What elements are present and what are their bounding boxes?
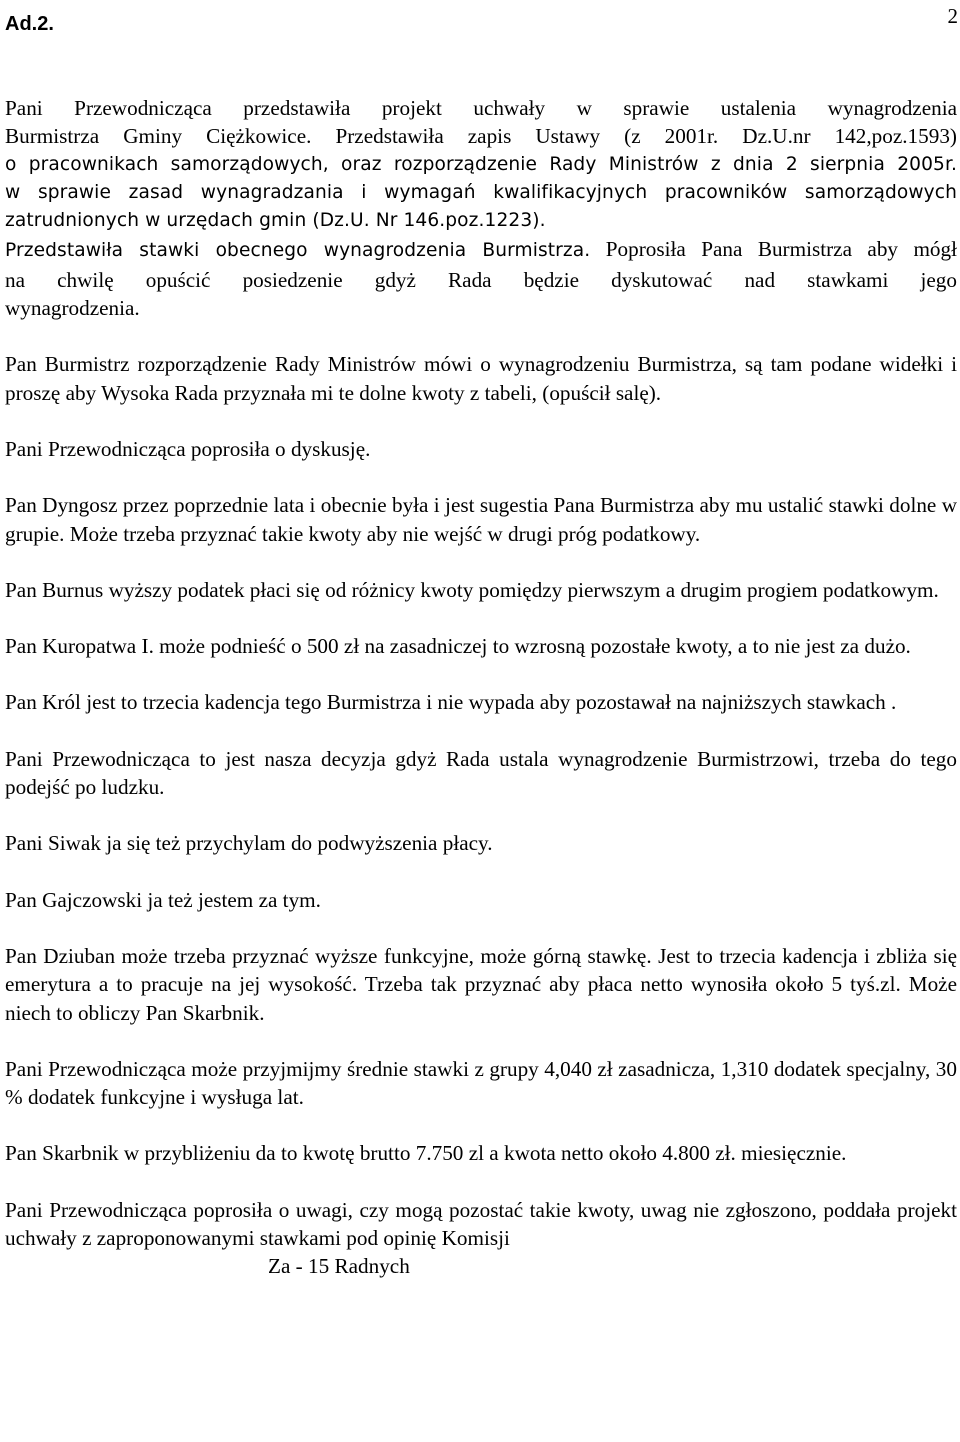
- intro-segment: Poprosiła Pana Burmistrza aby mógł: [590, 237, 957, 262]
- paragraph-gajczowski: Pan Gajczowski ja też jestem za tym.: [5, 887, 321, 912]
- paragraph-dyngosz: Pan Dyngosz przez poprzednie lata i obecnie była i jest sugestia Pana Burmistrza aby mu ustalić stawki dolne w grupie. Może trzeba przyznać takie kwoty aby nie wejść w drugi próg podatkowy.: [5, 493, 957, 546]
- paragraph-burnus: Pan Burnus wyższy podatek płaci się od różnicy kwoty pomiędzy pierwszym a drugim progiem podatkowym.: [5, 577, 939, 602]
- paragraph-burmistrz: Pan Burmistrz rozporządzenie Rady Ministrów mówi o wynagrodzeniu Burmistrza, są tam podane widełki i proszę aby Wysoka Rada przyznała mi te dolne kwoty z tabeli, (opuścił salę).: [5, 352, 957, 405]
- intro-line: zatrudnionych w urzędach gmin (Dz.U. Nr 146.poz.1223).: [5, 210, 546, 232]
- vote-result: Za - 15 Radnych: [268, 1254, 410, 1279]
- paragraph-przewodniczaca-stawki: Pani Przewodnicząca może przyjmijmy średnie stawki z grupy 4,040 zł zasadnicza, 1,310 dodatek specjalny, 30 % dodatek funkcyjne i wysługa lat.: [5, 1056, 957, 1110]
- document-body: [5, 94, 957, 1281]
- paragraph-przewodniczaca-decyzja: Pani Przewodnicząca to jest nasza decyzja gdyż Rada ustala wynagrodzenie Burmistrzowi, trzeba do tego podejść po ludzku.: [5, 746, 957, 800]
- paragraph-skarbnik: Pan Skarbnik w przybliżeniu da to kwotę brutto 7.750 zl a kwota netto około 4.800 zł. miesięcznie.: [5, 1141, 847, 1166]
- intro-line: Burmistrza Gminy Ciężkowice. Przedstawiła zapis Ustawy (z 2001r. Dz.U.nr 142,poz.1593): [5, 124, 957, 149]
- paragraph-krol: Pan Król jest to trzecia kadencja tego Burmistrza i nie wypada aby pozostawał na najniższych stawkach .: [5, 690, 897, 715]
- intro-line: Pani Przewodnicząca przedstawiła projekt uchwały w sprawie ustalenia wynagrodzenia: [5, 96, 957, 120]
- intro-line: w sprawie zasad wynagradzania i wymagań kwalifikacyjnych pracowników samorządowych: [5, 181, 957, 203]
- intro-segment: Przedstawiła stawki obecnego wynagrodzenia Burmistrza.: [5, 240, 591, 262]
- paragraph-dziuban: Pan Dziuban może trzeba przyznać wyższe funkcyjne, może górną stawkę. Jest to trzecia kadencja i zbliża się emerytura a to pracuje na jej wysokość. Trzeba tak przyznać aby płaca netto wynosiła około 5 tyś.zl. Może niech to obliczy Pan Skarbnik.: [5, 943, 957, 1025]
- page-number: 2: [947, 4, 958, 28]
- paragraph-siwak: Pani Siwak ja się też przychylam do podwyższenia płacy.: [5, 831, 493, 856]
- paragraph-przewodniczaca-uwagi: Pani Przewodnicząca poprosiła o uwagi, czy mogą pozostać takie kwoty, uwag nie zgłoszono, poddała projekt uchwały z zaproponowanymi stawkami pod opinię Komisji: [5, 1197, 957, 1251]
- section-heading: Ad.2.: [5, 13, 54, 35]
- intro-line: [5, 235, 957, 265]
- intro-paragraph: [5, 94, 957, 322]
- intro-line: wynagrodzenia.: [5, 296, 140, 321]
- paragraph-kuropatwa: Pan Kuropatwa I. może podnieść o 500 zł na zasadniczej to wzrosną pozostałe kwoty, a to nie jest za dużo.: [5, 634, 911, 659]
- paragraph-przewodniczaca-dyskusja: Pani Przewodnicząca poprosiła o dyskusję.: [5, 436, 371, 461]
- intro-line: o pracownikach samorządowych, oraz rozporządzenie Rady Ministrów z dnia 2 sierpnia 2005r.: [5, 153, 957, 175]
- intro-line: na chwilę opuścić posiedzenie gdyż Rada będzie dyskutować nad stawkami jego: [5, 267, 957, 292]
